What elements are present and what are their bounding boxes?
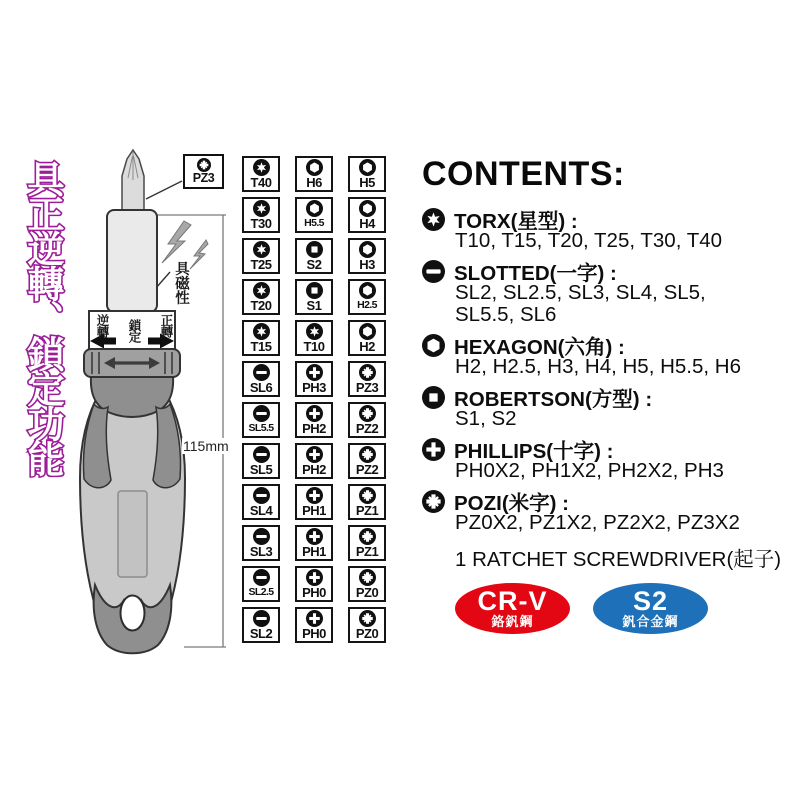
- bit-label: T40: [250, 175, 272, 190]
- ratchet-line: 1 RATCHET SCREWDRIVER(起子): [455, 548, 782, 571]
- bit-label: PZ2: [355, 462, 379, 477]
- screwdriver-illustration: [60, 140, 240, 660]
- bit-label: PH1: [302, 503, 326, 518]
- bit-label: PH3: [302, 380, 326, 395]
- slotted-icon: [253, 364, 270, 381]
- bit-cell: [242, 361, 280, 397]
- torx-icon: [253, 200, 270, 217]
- phillips-icon: [306, 487, 323, 504]
- bit-cell: [242, 525, 280, 561]
- robertson-icon: [422, 386, 445, 409]
- hexagon-icon: [306, 200, 323, 217]
- bit-cell: [348, 607, 386, 643]
- bit-label: SL6: [249, 380, 273, 395]
- driver-bit: [122, 150, 144, 212]
- category-values: [455, 230, 800, 252]
- bit-label: T15: [250, 339, 272, 354]
- hexagon-icon: [422, 334, 445, 357]
- category-item: [422, 260, 800, 326]
- material-badge-s2: [593, 583, 708, 634]
- hexagon-icon: [359, 200, 376, 217]
- bit-label: H2.5: [357, 299, 377, 311]
- category-item: [422, 438, 800, 482]
- bit-label: H3: [359, 257, 375, 272]
- bit-grid: [242, 156, 386, 643]
- badge-label: S2: [632, 585, 669, 616]
- pozi-icon: [359, 528, 376, 545]
- category-title: ROBERTSON(方型) :: [454, 388, 653, 411]
- value-line: SL2, SL2.5, SL3, SL4, SL5,: [455, 281, 706, 304]
- category-title: TORX(星型) :: [454, 210, 578, 233]
- bit-cell: [295, 525, 333, 561]
- slotted-icon: [253, 610, 270, 627]
- value-line: S1, S2: [455, 407, 517, 430]
- bit-cell: [295, 279, 333, 315]
- robertson-icon: [306, 241, 323, 258]
- driver-sleeve: [107, 210, 157, 312]
- badge-label: CR-V: [477, 585, 548, 616]
- phillips-icon: [306, 528, 323, 545]
- pz3-callout: [183, 154, 224, 189]
- bit-label: S1: [306, 298, 322, 313]
- torx-icon: [253, 323, 270, 340]
- contents-heading: CONTENTS:: [422, 155, 625, 193]
- torx-icon: [422, 208, 445, 231]
- robertson-icon: [306, 282, 323, 299]
- bit-cell: [295, 443, 333, 479]
- bit-label: T25: [250, 257, 272, 272]
- category-title: SLOTTED(一字) :: [454, 262, 617, 285]
- bit-cell: [242, 484, 280, 520]
- slotted-icon: [422, 260, 445, 283]
- phillips-icon: [422, 438, 445, 461]
- bit-label: SL5.5: [248, 422, 274, 434]
- bit-label: PH1: [302, 544, 326, 559]
- category-values: [455, 460, 800, 482]
- driver-handle: [80, 377, 185, 653]
- bit-label: SL2: [249, 626, 273, 641]
- category-item: [422, 208, 800, 252]
- bit-cell: [295, 607, 333, 643]
- lock-ring: [84, 349, 180, 377]
- bit-cell: [242, 238, 280, 274]
- pozi-icon: [359, 405, 376, 422]
- slotted-icon: [253, 569, 270, 586]
- value-line: H2, H2.5, H3, H4, H5, H5.5, H6: [455, 355, 741, 378]
- bit-cell: [348, 156, 386, 192]
- bit-cell: [242, 156, 280, 192]
- bit-cell: [348, 279, 386, 315]
- bit-label: PH2: [302, 462, 326, 477]
- bit-cell: [348, 484, 386, 520]
- length-label: 115mm: [183, 438, 229, 454]
- bit-label: SL2.5: [248, 586, 274, 598]
- phillips-icon: [306, 405, 323, 422]
- hexagon-icon: [359, 159, 376, 176]
- magnetic-label: 具磁性: [173, 261, 189, 305]
- pozi-icon: [359, 364, 376, 381]
- slotted-icon: [253, 446, 270, 463]
- category-title: POZI(米字) :: [454, 492, 570, 515]
- bit-label: H5: [359, 175, 375, 190]
- bit-label: PZ1: [355, 544, 379, 559]
- bit-cell: [242, 279, 280, 315]
- slotted-icon: [253, 528, 270, 545]
- phillips-icon: [306, 364, 323, 381]
- pozi-icon: [422, 490, 445, 513]
- pozi-icon: [359, 610, 376, 627]
- bit-cell: [348, 402, 386, 438]
- bit-cell: [295, 361, 333, 397]
- contents-panel: [422, 155, 800, 572]
- category-item: [422, 386, 800, 430]
- contents-list: [422, 208, 800, 534]
- bit-label: H5.5: [304, 217, 324, 229]
- bit-label: H2: [359, 339, 375, 354]
- slotted-icon: [253, 487, 270, 504]
- bit-cell: [295, 238, 333, 274]
- badge-sub: 鉻釩鋼: [491, 613, 534, 629]
- category-values: [455, 282, 800, 326]
- bit-label: S2: [306, 257, 322, 272]
- category-values: [455, 356, 800, 378]
- torx-icon: [253, 241, 270, 258]
- bit-label: SL4: [249, 503, 273, 518]
- torx-icon: [306, 323, 323, 340]
- bit-label: SL3: [249, 544, 273, 559]
- phillips-icon: [306, 610, 323, 627]
- pz3-label: PZ3: [192, 171, 215, 185]
- feature-banner-text: 具正逆轉、鎖定功能: [22, 160, 63, 475]
- bit-label: PZ0: [355, 626, 379, 641]
- hexagon-icon: [359, 282, 376, 299]
- bit-cell: [348, 525, 386, 561]
- category-values: [455, 512, 800, 534]
- pozi-icon: [359, 487, 376, 504]
- bit-label: PZ3: [355, 380, 379, 395]
- handle-left-grip: [83, 404, 111, 488]
- handle-inlay: [118, 491, 147, 577]
- pz3-leader-line: [146, 181, 182, 199]
- bit-label: T30: [250, 216, 272, 231]
- bit-label: SL5: [249, 462, 273, 477]
- bit-cell: [295, 484, 333, 520]
- bit-label: PH2: [302, 421, 326, 436]
- bit-cell: [348, 566, 386, 602]
- bit-cell: [295, 320, 333, 356]
- bit-cell: [242, 607, 280, 643]
- hexagon-icon: [359, 323, 376, 340]
- bit-cell: [348, 443, 386, 479]
- slotted-icon: [253, 405, 270, 422]
- badge-sub: 釩合金鋼: [622, 613, 679, 629]
- reverse-label: 逆轉: [95, 314, 109, 337]
- bit-cell: [242, 402, 280, 438]
- bit-cell: [348, 197, 386, 233]
- bit-label: H6: [306, 175, 322, 190]
- hexagon-icon: [306, 159, 323, 176]
- bit-cell: [348, 320, 386, 356]
- category-item: [422, 490, 800, 534]
- material-badge-crv: [455, 583, 570, 634]
- bit-label: PZ1: [355, 503, 379, 518]
- value-line: PH0X2, PH1X2, PH2X2, PH3: [455, 459, 724, 482]
- category-title: PHILLIPS(十字) :: [454, 440, 614, 463]
- bit-cell: [295, 197, 333, 233]
- torx-icon: [253, 159, 270, 176]
- hexagon-icon: [359, 241, 376, 258]
- bit-cell: [348, 238, 386, 274]
- hang-hole: [121, 596, 145, 631]
- value-line: T10, T15, T20, T25, T30, T40: [455, 229, 723, 252]
- pozi-icon: [359, 446, 376, 463]
- pozi-icon: [359, 569, 376, 586]
- phillips-icon: [306, 446, 323, 463]
- bit-label: PH0: [302, 626, 326, 641]
- bit-cell: [348, 361, 386, 397]
- forward-label: 正轉: [159, 314, 173, 337]
- bit-label: PZ2: [355, 421, 379, 436]
- torx-icon: [253, 282, 270, 299]
- lock-label: 鎖定: [127, 319, 141, 342]
- bit-cell: [295, 402, 333, 438]
- bit-label: T20: [250, 298, 272, 313]
- bit-cell: [242, 566, 280, 602]
- bit-label: T10: [303, 339, 325, 354]
- pozi-icon: [197, 158, 211, 172]
- bit-cell: [242, 320, 280, 356]
- category-item: [422, 334, 800, 378]
- category-title: HEXAGON(六角) :: [454, 336, 625, 359]
- bit-cell: [295, 156, 333, 192]
- bit-cell: [242, 443, 280, 479]
- value-line: PZ0X2, PZ1X2, PZ2X2, PZ3X2: [455, 511, 740, 534]
- bit-label: H4: [359, 216, 375, 231]
- phillips-icon: [306, 569, 323, 586]
- value-line: SL5.5, SL6: [455, 303, 557, 326]
- bit-label: PZ0: [355, 585, 379, 600]
- material-badges: [455, 583, 708, 634]
- bit-cell: [295, 566, 333, 602]
- bit-label: PH0: [302, 585, 326, 600]
- bit-cell: [242, 197, 280, 233]
